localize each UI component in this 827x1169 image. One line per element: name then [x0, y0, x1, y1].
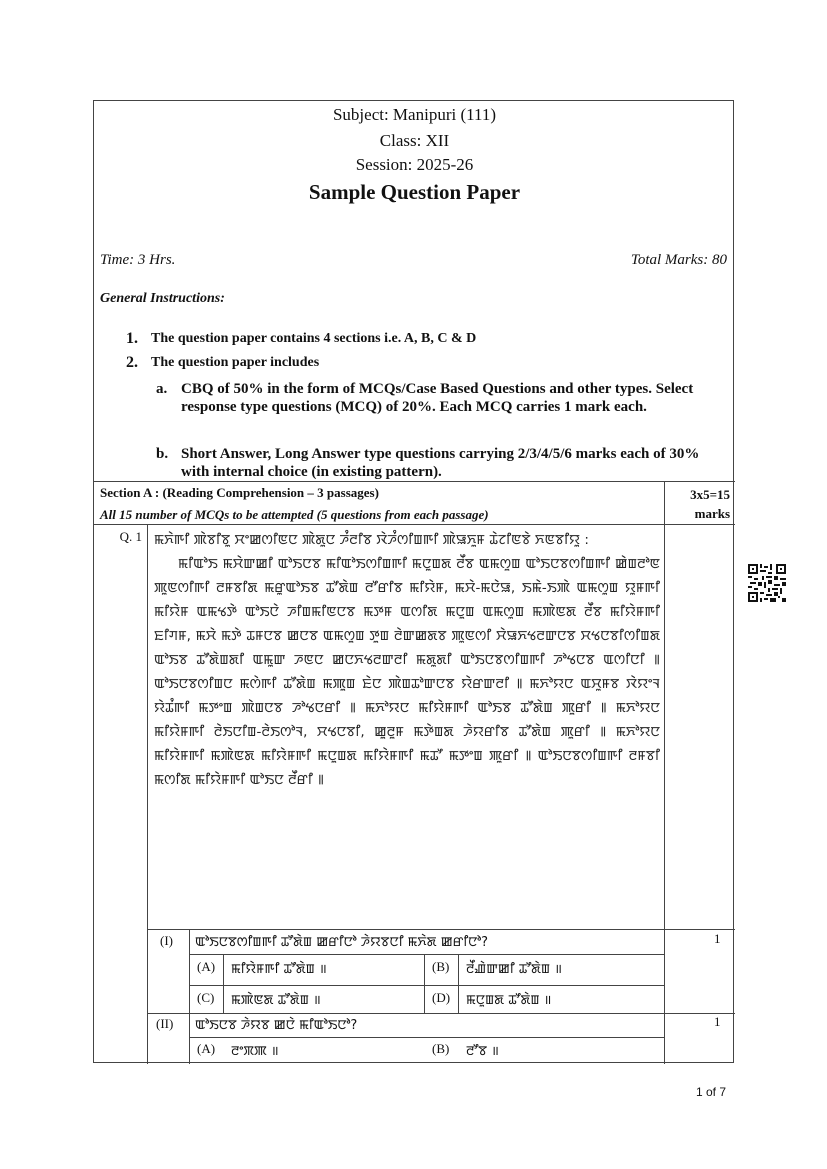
instruction-number: 2.: [126, 354, 138, 371]
reading-passage: [154, 528, 660, 792]
subquestion-text: ꯑꯣꯏꯅꯕ ꯍꯥꯌꯕ ꯀꯅꯥ ꯃꯤꯑꯣꯏꯅꯣ?: [195, 1018, 358, 1033]
table-rule: [94, 481, 735, 482]
passage-body: ꯃꯤꯑꯣꯏ ꯃꯆꯥꯛꯀꯤ ꯑꯣꯏꯅꯕ ꯃꯤꯑꯣꯏꯁꯤꯡꯒꯤ ꯃꯅꯨꯡꯗ ꯂꯩꯕ ꯑꯃꯁꯨꯡ ꯑꯣꯏꯅꯕꯁꯤꯡꯒꯤ ꯀꯥꯡꯂꯣꯟ ꯄꯨꯟꯁꯤꯒꯤ ꯂꯝꯕꯤꯗ ꯃꯔꯨꯑꯣꯏꯕ ꯊꯧꯗꯥꯡ ꯂꯧꯔꯤꯕ ꯃꯤꯌꯥꯝ, ꯃꯆꯥ-ꯃꯅꯥꯎ, ꯏꯃꯥ-ꯏꯄꯥ ꯑꯃꯁꯨꯡ ꯌꯨꯝꯒꯤ ꯃꯤꯌꯥꯝ ꯑꯃꯠꯇꯥ ꯑꯣꯏꯅꯥ ꯍꯤꯡꯃꯤꯟꯅꯕ ꯃꯇꯝ ꯑꯁꯤꯗ ꯃꯅꯨꯡ ꯑꯃꯁꯨꯡ ꯃꯄꯥꯟꯗ ꯂꯩꯕ ꯃꯤꯌꯥꯝꯒꯤ ꯐꯤꯚꯝ, ꯃꯆꯥ ꯃꯇꯥ ꯊꯝꯅꯕ ꯀꯅꯕ ꯑꯃꯁꯨꯡ ꯇꯨꯡ ꯂꯥꯛꯀꯗꯕ ꯄꯨꯟꯁꯤ ꯆꯥꯎꯈꯠꯂꯛꯅꯕ ꯆꯠꯅꯕꯤꯁꯤꯡꯗ ꯑꯣꯏꯕ ꯊꯧꯗꯥꯡꯗꯤ ꯑꯃꯨꯛ ꯍꯟꯅ ꯀꯅꯈꯠꯂꯛꯂꯤ ꯃꯗꯨꯗꯤ ꯑꯣꯏꯅꯕꯁꯤꯡꯒꯤ ꯍꯣꯠꯅꯕ ꯑꯁꯤꯅꯤ ꯫ ꯑꯣꯏꯅꯕꯁꯤꯡꯅ ꯃꯁꯥꯒꯤ ꯊꯧꯗꯥꯡ ꯃꯄꯨꯡ ꯐꯥꯅ ꯄꯥꯡꯊꯣꯛꯅꯕ ꯌꯥꯔꯛꯂꯤ ꯫ ꯃꯈꯣꯌꯅ ꯑꯆꯨꯝꯕ ꯋꯥꯌꯦꯜ ꯌꯥꯊꯪꯒꯤ ꯃꯇꯦꯡ ꯄꯥꯡꯅꯕ ꯍꯣꯠꯅꯔꯤ ꯫ ꯃꯈꯣꯌꯅ ꯃꯤꯌꯥꯝꯒꯤ ꯑꯣꯏꯕ ꯊꯧꯗꯥꯡ ꯄꯨꯔꯤ ꯫ ꯃꯈꯣꯌꯅ ꯃꯤꯌꯥꯝꯒꯤ ꯂꯥꯏꯅꯤꯡ-ꯂꯥꯏꯁꯣꯜ, ꯆꯠꯅꯕꯤ, ꯀꯨꯂꯨꯝ ꯃꯇꯥꯡꯗ ꯍꯥꯌꯔꯤꯕ ꯊꯧꯗꯥꯡ ꯄꯨꯔꯤ ꯫ ꯃꯈꯣꯌꯅ ꯃꯤꯌꯥꯝꯒꯤ ꯃꯄꯥꯟꯗ ꯃꯤꯌꯥꯝꯒꯤ ꯃꯅꯨꯡꯗ ꯃꯤꯌꯥꯝꯒꯤ ꯃꯊꯧ ꯃꯇꯦꯡ ꯄꯨꯔꯤ ꯫ ꯑꯣꯏꯅꯕꯁꯤꯡꯒꯤ ꯂꯝꯕꯤ ꯃꯁꯤꯗ ꯃꯤꯌꯥꯝꯒꯤ ꯑꯣꯏꯅ ꯂꯩꯔꯤ ꯫: [154, 556, 660, 788]
option-label: (A): [197, 959, 216, 974]
table-rule: [189, 985, 664, 986]
question-number: Q. 1: [119, 529, 142, 544]
table-rule: [147, 1013, 735, 1014]
section-a-subtitle: All 15 number of MCQs to be attempted (5 questions from each passage): [100, 507, 489, 522]
subquestion-marks: 1: [714, 1014, 721, 1029]
class-line: Class: XII: [379, 131, 450, 150]
option-label: (D): [432, 990, 451, 1005]
page-number: 1 of 7: [695, 1085, 726, 1099]
subitem-label: a.: [156, 381, 168, 397]
section-a-title: Section A : (Reading Comprehension – 3 passages): [100, 485, 379, 500]
paper-title: Sample Question Paper: [308, 180, 521, 204]
time-label: Time: 3 Hrs.: [100, 252, 176, 268]
table-rule: [189, 1037, 664, 1038]
instruction-text: The question paper includes: [151, 355, 320, 370]
subject-line: Subject: Manipuri (111): [332, 105, 497, 124]
qnum-column-divider: [147, 524, 148, 1064]
question-paper-frame: [93, 100, 734, 1063]
section-a-marks: 3x5=15 marks: [690, 487, 730, 521]
table-rule: [94, 524, 735, 525]
subitem-text: Short Answer, Long Answer type questions carrying 2/3/4/5/6 marks each of 30% with internal choice (in existing pattern).: [181, 446, 700, 480]
instruction-subitem: [156, 380, 722, 416]
subquestion-number: (I): [160, 933, 173, 948]
table-rule: [147, 929, 735, 930]
qr-code-icon: [748, 564, 786, 602]
instruction-subitem: [156, 445, 722, 481]
table-rule: [189, 954, 664, 955]
passage-instruction: ꯃꯈꯥꯒꯤ ꯄꯥꯕꯤꯕꯨ ꯆꯦꯀꯁꯤꯟꯅ ꯄꯥꯗꯨꯅ ꯍꯪꯂꯤꯕ ꯋꯥꯍꯪꯁꯤꯡꯒꯤ ꯄꯥꯎꯈꯨꯝ ꯊꯥꯖꯤꯟꯕꯥ ꯈꯟꯕꯤꯌꯨ :: [154, 532, 589, 548]
instruction-text: The question paper contains 4 sections i.e. A, B, C & D: [151, 331, 477, 346]
total-marks-label: Total Marks: 80: [630, 252, 727, 268]
option-text[interactable]: ꯂꯧꯕ ॥: [466, 1044, 499, 1059]
option-text[interactable]: ꯂꯩꯉꯥꯛꯀꯤ ꯊꯧꯗꯥꯡ ॥: [466, 962, 563, 977]
option-divider: [424, 954, 425, 1013]
option-label: (A): [197, 1041, 216, 1056]
option-text[interactable]: ꯂꯦꯞꯄ ॥: [231, 1044, 279, 1059]
subq-column-divider: [189, 929, 190, 1064]
subquestion-marks: 1: [714, 931, 721, 946]
subquestion-number: (II): [156, 1016, 174, 1031]
session-line: Session: 2025-26: [355, 155, 474, 174]
option-divider: [223, 954, 224, 1013]
option-text[interactable]: ꯃꯤꯌꯥꯝꯒꯤ ꯊꯧꯗꯥꯡ ॥: [231, 962, 327, 977]
marks-column-divider: [664, 481, 665, 1064]
option-label: (B): [432, 1041, 450, 1056]
instruction-number: 1.: [126, 330, 138, 347]
option-label: (B): [432, 959, 450, 974]
option-text[interactable]: ꯃꯄꯥꯟꯗ ꯊꯧꯗꯥꯡ ॥: [231, 993, 321, 1008]
option-text[interactable]: ꯃꯅꯨꯡꯗ ꯊꯧꯗꯥꯡ ॥: [466, 993, 552, 1008]
subitem-label: b.: [156, 446, 169, 462]
general-instructions-title: General Instructions:: [100, 291, 225, 306]
subquestion-text: ꯑꯣꯏꯅꯕꯁꯤꯡꯒꯤ ꯊꯧꯗꯥꯡ ꯀꯔꯤꯅꯣ ꯍꯥꯌꯕꯅꯤ ꯃꯈꯥꯗ ꯀꯔꯤꯅꯣ?: [195, 935, 489, 950]
option-divider: [458, 954, 459, 1013]
option-label: (C): [197, 990, 215, 1005]
subitem-text: CBQ of 50% in the form of MCQs/Case Based Questions and other types. Select response type questions (MCQ) of 20%. Each MCQ carries 1 mark each.: [181, 381, 694, 415]
